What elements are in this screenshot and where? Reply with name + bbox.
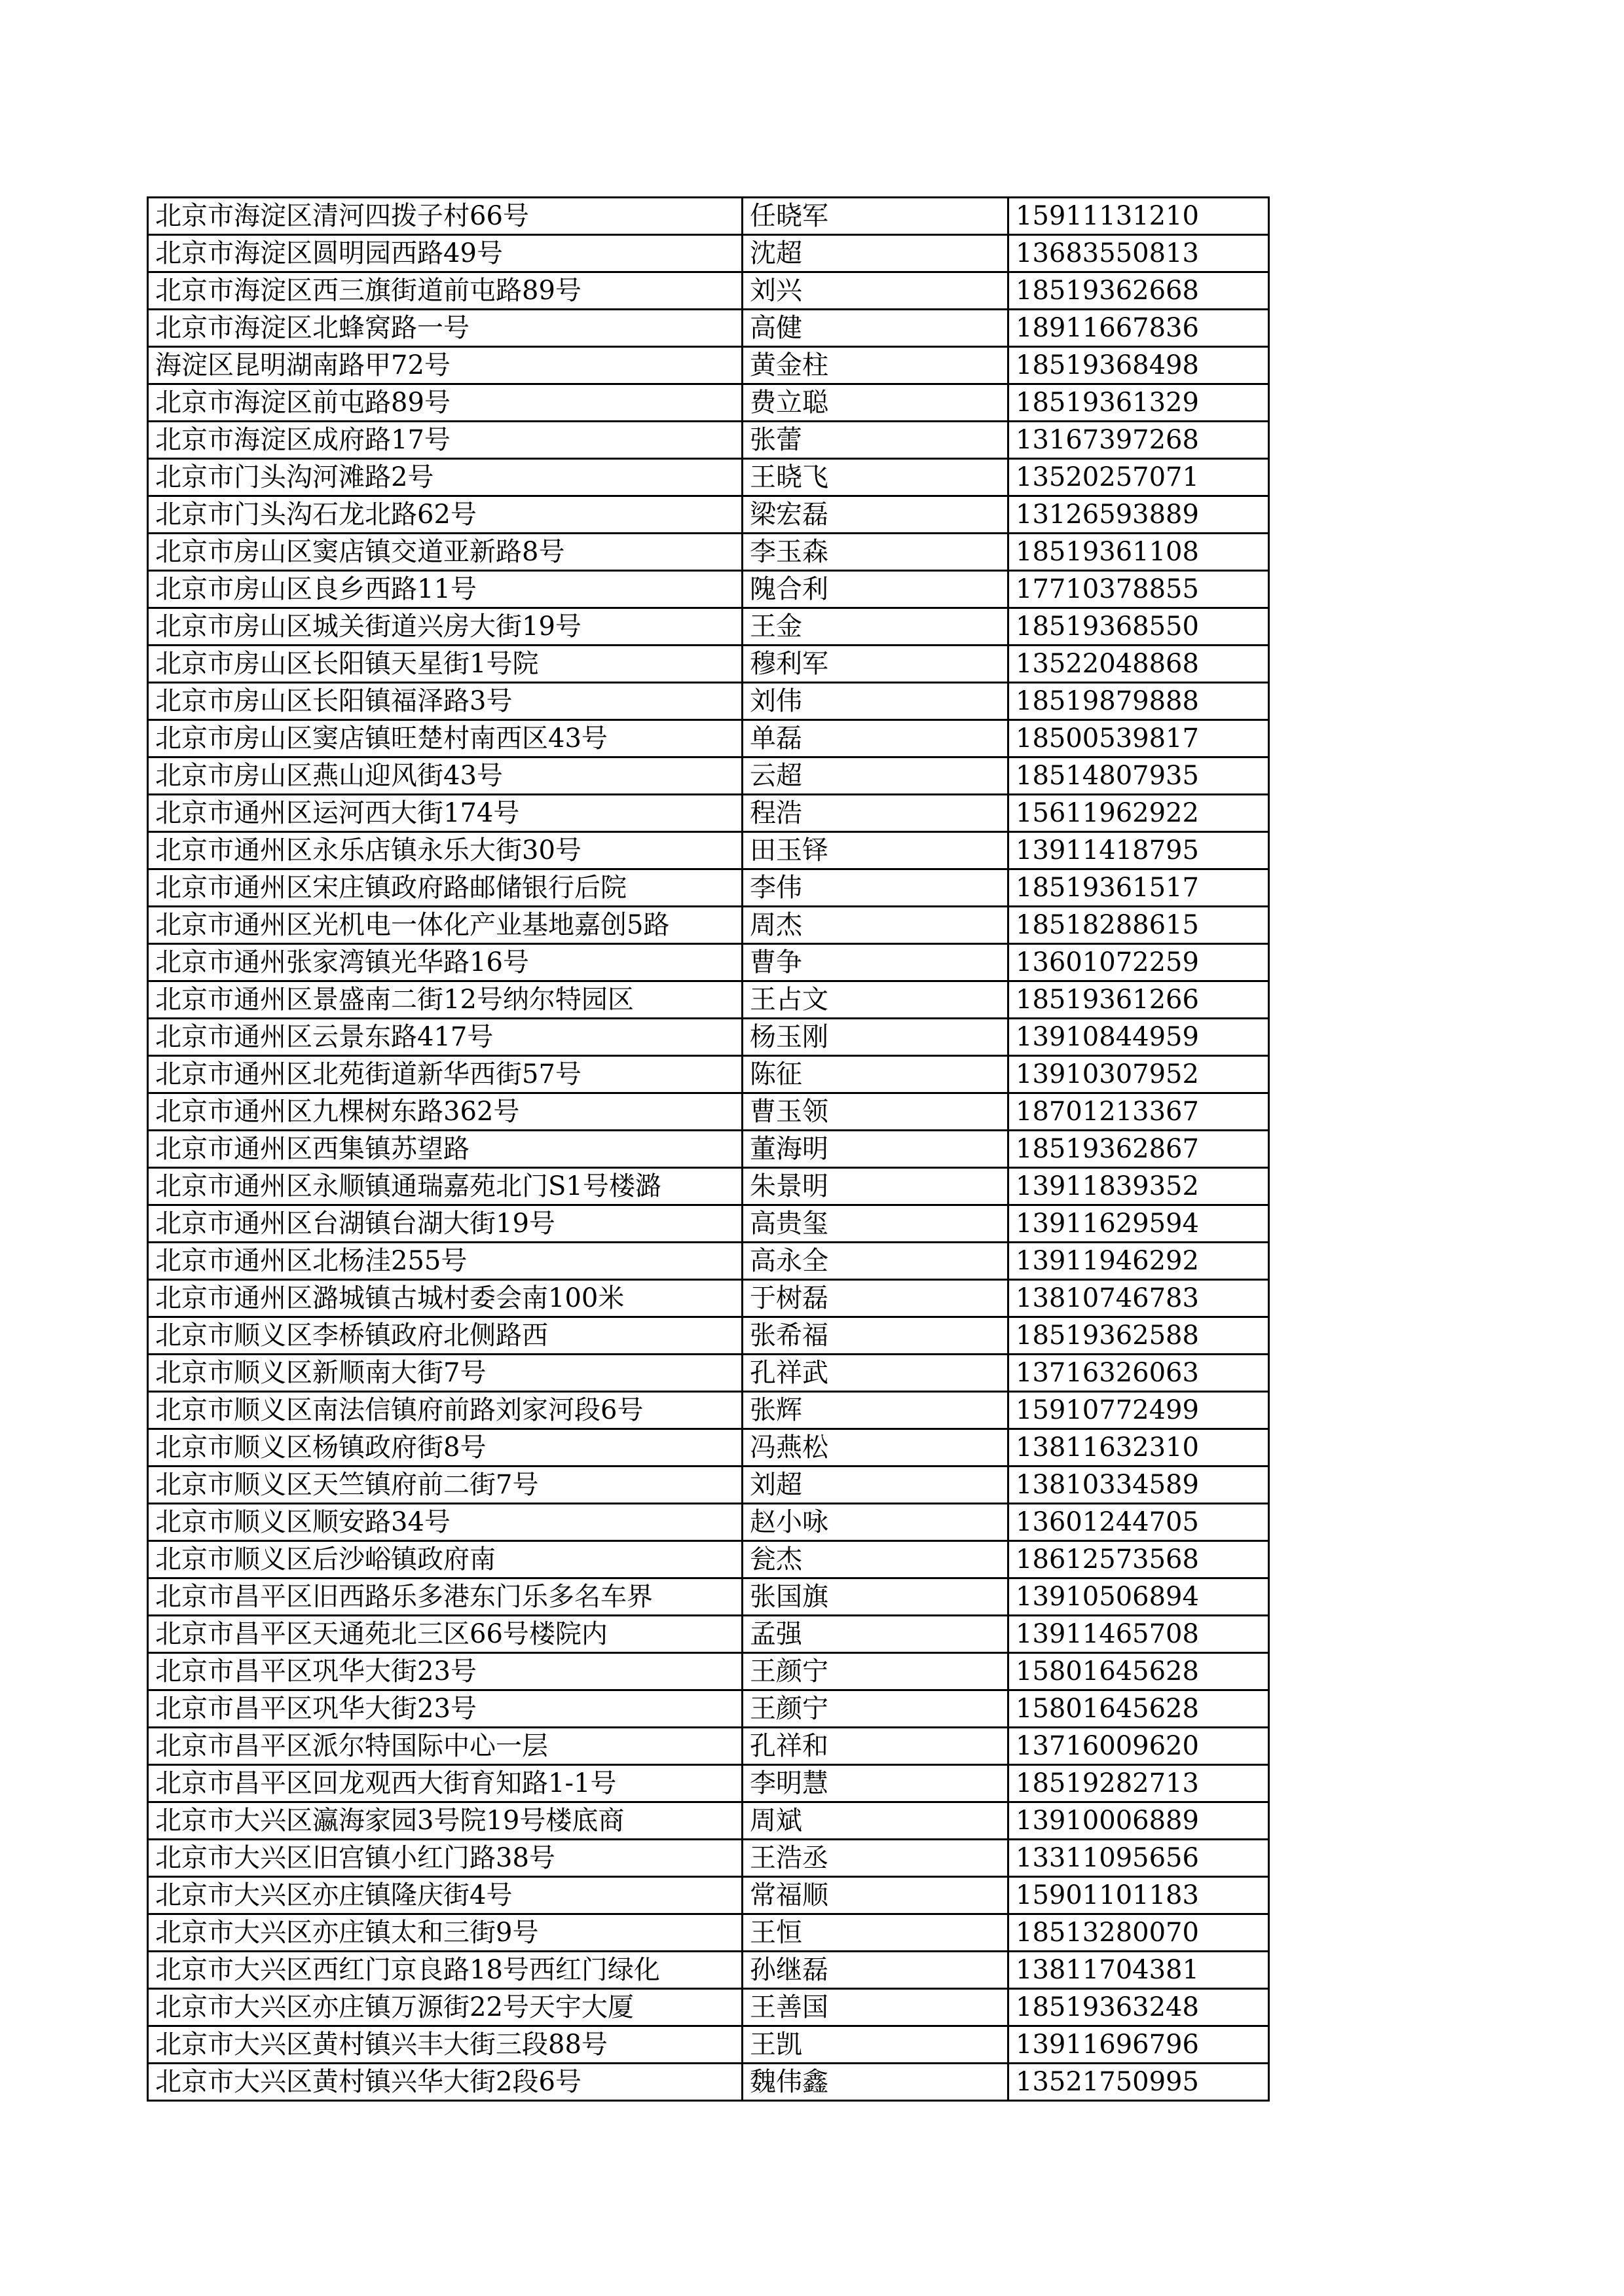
address-cell[interactable]: 北京市大兴区西红门京良路18号西红门绿化 <box>148 1952 743 1989</box>
contact-name-cell[interactable]: 魏伟鑫 <box>743 2064 1008 2101</box>
table-row <box>148 1243 1269 1280</box>
contact-name-cell[interactable]: 王善国 <box>743 1989 1008 2026</box>
address-cell[interactable]: 北京市通州区宋庄镇政府路邮储银行后院 <box>148 869 743 907</box>
phone-cell[interactable]: 18519282713 <box>1008 1765 1269 1802</box>
phone-cell[interactable]: 13911629594 <box>1008 1205 1269 1243</box>
table-row <box>148 944 1269 981</box>
address-cell[interactable]: 北京市通州区北苑街道新华西街57号 <box>148 1056 743 1093</box>
contact-name-cell[interactable]: 周杰 <box>743 907 1008 944</box>
address-cell[interactable]: 北京市昌平区派尔特国际中心一层 <box>148 1728 743 1765</box>
contact-name-cell[interactable]: 王占文 <box>743 981 1008 1019</box>
table-row <box>148 1914 1269 1952</box>
address-cell[interactable]: 北京市顺义区顺安路34号 <box>148 1504 743 1541</box>
contact-name-cell[interactable]: 沈超 <box>743 235 1008 272</box>
phone-cell[interactable]: 13683550813 <box>1008 235 1269 272</box>
table-row <box>148 1205 1269 1243</box>
phone-cell[interactable]: 15901101183 <box>1008 1877 1269 1914</box>
phone-cell[interactable]: 18701213367 <box>1008 1093 1269 1131</box>
phone-cell[interactable]: 18513280070 <box>1008 1914 1269 1952</box>
table-row <box>148 795 1269 832</box>
table-row <box>148 1429 1269 1467</box>
address-cell[interactable]: 北京市海淀区西三旗街道前屯路89号 <box>148 272 743 310</box>
phone-cell[interactable]: 18519362668 <box>1008 272 1269 310</box>
contact-name-cell[interactable]: 刘超 <box>743 1467 1008 1504</box>
address-cell[interactable]: 北京市通州区九棵树东路362号 <box>148 1093 743 1131</box>
phone-cell[interactable]: 18519361517 <box>1008 869 1269 907</box>
table-row <box>148 1355 1269 1392</box>
contact-name-cell[interactable]: 王金 <box>743 608 1008 646</box>
table-row <box>148 459 1269 496</box>
contact-name-cell[interactable]: 王浩丞 <box>743 1840 1008 1877</box>
contact-name-cell[interactable]: 隗合利 <box>743 571 1008 608</box>
table-row <box>148 534 1269 571</box>
address-cell[interactable]: 北京市房山区长阳镇福泽路3号 <box>148 683 743 720</box>
contact-name-cell[interactable]: 张国旗 <box>743 1578 1008 1616</box>
address-cell[interactable]: 北京市通州区北杨洼255号 <box>148 1243 743 1280</box>
contact-name-cell[interactable]: 黄金柱 <box>743 347 1008 384</box>
contact-name-cell[interactable]: 曹玉领 <box>743 1093 1008 1131</box>
address-cell[interactable]: 北京市大兴区黄村镇兴华大街2段6号 <box>148 2064 743 2101</box>
contact-name-cell[interactable]: 任晓军 <box>743 198 1008 235</box>
phone-cell[interactable]: 17710378855 <box>1008 571 1269 608</box>
phone-cell[interactable]: 13521750995 <box>1008 2064 1269 2101</box>
table-row <box>148 608 1269 646</box>
spreadsheet-sheet <box>147 196 1268 2102</box>
phone-cell[interactable]: 13810746783 <box>1008 1280 1269 1317</box>
phone-cell[interactable]: 18519361266 <box>1008 981 1269 1019</box>
phone-cell[interactable]: 15801645628 <box>1008 1690 1269 1728</box>
table-row <box>148 1578 1269 1616</box>
table-row <box>148 496 1269 534</box>
table-row <box>148 869 1269 907</box>
contact-name-cell[interactable]: 梁宏磊 <box>743 496 1008 534</box>
contact-name-cell[interactable]: 董海明 <box>743 1131 1008 1168</box>
address-cell[interactable]: 北京市顺义区南法信镇府前路刘家河段6号 <box>148 1392 743 1429</box>
phone-cell[interactable]: 18519368498 <box>1008 347 1269 384</box>
address-cell[interactable]: 北京市房山区窦店镇旺楚村南西区43号 <box>148 720 743 757</box>
address-cell[interactable]: 北京市房山区窦店镇交道亚新路8号 <box>148 534 743 571</box>
phone-cell[interactable]: 13810334589 <box>1008 1467 1269 1504</box>
contact-name-cell[interactable]: 李玉森 <box>743 534 1008 571</box>
contact-name-cell[interactable]: 云超 <box>743 757 1008 795</box>
phone-cell[interactable]: 18519879888 <box>1008 683 1269 720</box>
phone-cell[interactable]: 18519362588 <box>1008 1317 1269 1355</box>
contact-name-cell[interactable]: 张辉 <box>743 1392 1008 1429</box>
contact-name-cell[interactable]: 高永全 <box>743 1243 1008 1280</box>
phone-cell[interactable]: 13601072259 <box>1008 944 1269 981</box>
contact-name-cell[interactable]: 常福顺 <box>743 1877 1008 1914</box>
address-cell[interactable]: 北京市房山区燕山迎风街43号 <box>148 757 743 795</box>
address-cell[interactable]: 北京市大兴区黄村镇兴丰大街三段88号 <box>148 2026 743 2064</box>
table-row <box>148 198 1269 235</box>
phone-cell[interactable]: 18911667836 <box>1008 310 1269 347</box>
contact-name-cell[interactable]: 于树磊 <box>743 1280 1008 1317</box>
phone-cell[interactable]: 13911696796 <box>1008 2026 1269 2064</box>
contact-name-cell[interactable]: 孙继磊 <box>743 1952 1008 1989</box>
address-cell[interactable]: 北京市昌平区回龙观西大街育知路1-1号 <box>148 1765 743 1802</box>
contact-name-cell[interactable]: 瓮杰 <box>743 1541 1008 1578</box>
contact-name-cell[interactable]: 张希福 <box>743 1317 1008 1355</box>
phone-cell[interactable]: 13910844959 <box>1008 1019 1269 1056</box>
contact-name-cell[interactable]: 王颜宁 <box>743 1690 1008 1728</box>
table-row <box>148 1317 1269 1355</box>
table-row <box>148 1765 1269 1802</box>
phone-cell[interactable]: 13811632310 <box>1008 1429 1269 1467</box>
contact-name-cell[interactable]: 周斌 <box>743 1802 1008 1840</box>
table-row <box>148 907 1269 944</box>
table-row <box>148 1131 1269 1168</box>
address-cell[interactable]: 北京市顺义区天竺镇府前二街7号 <box>148 1467 743 1504</box>
table-row <box>148 1056 1269 1093</box>
contact-table-body <box>148 198 1269 2101</box>
table-row <box>148 1467 1269 1504</box>
phone-cell[interactable]: 15910772499 <box>1008 1392 1269 1429</box>
table-row <box>148 571 1269 608</box>
phone-cell[interactable]: 13311095656 <box>1008 1840 1269 1877</box>
contact-name-cell[interactable]: 穆利军 <box>743 646 1008 683</box>
phone-cell[interactable]: 18518288615 <box>1008 907 1269 944</box>
contact-name-cell[interactable]: 费立聪 <box>743 384 1008 422</box>
phone-cell[interactable]: 18519363248 <box>1008 1989 1269 2026</box>
phone-cell[interactable]: 13911465708 <box>1008 1616 1269 1653</box>
address-cell[interactable]: 北京市房山区良乡西路11号 <box>148 571 743 608</box>
address-cell[interactable]: 北京市顺义区杨镇政府街8号 <box>148 1429 743 1467</box>
address-cell[interactable]: 海淀区昆明湖南路甲72号 <box>148 347 743 384</box>
contact-name-cell[interactable]: 高贵玺 <box>743 1205 1008 1243</box>
table-row <box>148 310 1269 347</box>
phone-cell[interactable]: 13716326063 <box>1008 1355 1269 1392</box>
contact-name-cell[interactable]: 刘兴 <box>743 272 1008 310</box>
contact-name-cell[interactable]: 田玉铎 <box>743 832 1008 869</box>
table-row <box>148 1952 1269 1989</box>
table-row <box>148 1802 1269 1840</box>
table-row <box>148 646 1269 683</box>
address-cell[interactable]: 北京市通州区云景东路417号 <box>148 1019 743 1056</box>
contact-name-cell[interactable]: 陈征 <box>743 1056 1008 1093</box>
contact-name-cell[interactable]: 王晓飞 <box>743 459 1008 496</box>
address-cell[interactable]: 北京市通州区潞城镇古城村委会南100米 <box>148 1280 743 1317</box>
address-cell[interactable]: 北京市海淀区圆明园西路49号 <box>148 235 743 272</box>
address-cell[interactable]: 北京市大兴区亦庄镇万源街22号天宇大厦 <box>148 1989 743 2026</box>
contact-name-cell[interactable]: 单磊 <box>743 720 1008 757</box>
table-row <box>148 1541 1269 1578</box>
address-cell[interactable]: 北京市通州区台湖镇台湖大街19号 <box>148 1205 743 1243</box>
phone-cell[interactable]: 13911946292 <box>1008 1243 1269 1280</box>
table-row <box>148 422 1269 459</box>
table-row <box>148 1728 1269 1765</box>
address-cell[interactable]: 北京市门头沟石龙北路62号 <box>148 496 743 534</box>
phone-cell[interactable]: 13601244705 <box>1008 1504 1269 1541</box>
address-cell[interactable]: 北京市通州区运河西大街174号 <box>148 795 743 832</box>
address-cell[interactable]: 北京市大兴区亦庄镇太和三街9号 <box>148 1914 743 1952</box>
address-cell[interactable]: 北京市昌平区巩华大街23号 <box>148 1653 743 1690</box>
table-row <box>148 832 1269 869</box>
address-cell[interactable]: 北京市通州区景盛南二街12号纳尔特园区 <box>148 981 743 1019</box>
phone-cell[interactable]: 13911418795 <box>1008 832 1269 869</box>
table-row <box>148 1019 1269 1056</box>
phone-cell[interactable]: 18519361329 <box>1008 384 1269 422</box>
table-row <box>148 2026 1269 2064</box>
contact-name-cell[interactable]: 孔祥武 <box>743 1355 1008 1392</box>
address-cell[interactable]: 北京市昌平区旧西路乐多港东门乐多名车界 <box>148 1578 743 1616</box>
table-row <box>148 1504 1269 1541</box>
address-cell[interactable]: 北京市昌平区天通苑北三区66号楼院内 <box>148 1616 743 1653</box>
phone-cell[interactable]: 15611962922 <box>1008 795 1269 832</box>
address-cell[interactable]: 北京市通州区光机电一体化产业基地嘉创5路 <box>148 907 743 944</box>
contact-name-cell[interactable]: 冯燕松 <box>743 1429 1008 1467</box>
phone-cell[interactable]: 18519368550 <box>1008 608 1269 646</box>
table-row <box>148 347 1269 384</box>
table-row <box>148 1690 1269 1728</box>
phone-cell[interactable]: 13167397268 <box>1008 422 1269 459</box>
table-row <box>148 1280 1269 1317</box>
address-cell[interactable]: 北京市通州区永顺镇通瑞嘉苑北门S1号楼潞 <box>148 1168 743 1205</box>
phone-cell[interactable]: 13811704381 <box>1008 1952 1269 1989</box>
table-row <box>148 235 1269 272</box>
address-cell[interactable]: 北京市通州张家湾镇光华路16号 <box>148 944 743 981</box>
phone-cell[interactable]: 15911131210 <box>1008 198 1269 235</box>
table-row <box>148 1168 1269 1205</box>
table-row <box>148 981 1269 1019</box>
contact-name-cell[interactable]: 李明慧 <box>743 1765 1008 1802</box>
address-cell[interactable]: 北京市顺义区新顺南大街7号 <box>148 1355 743 1392</box>
address-cell[interactable]: 北京市门头沟河滩路2号 <box>148 459 743 496</box>
contact-name-cell[interactable]: 高健 <box>743 310 1008 347</box>
phone-cell[interactable]: 18500539817 <box>1008 720 1269 757</box>
address-cell[interactable]: 北京市大兴区旧宫镇小红门路38号 <box>148 1840 743 1877</box>
table-row <box>148 720 1269 757</box>
phone-cell[interactable]: 18519362867 <box>1008 1131 1269 1168</box>
table-row <box>148 683 1269 720</box>
phone-cell[interactable]: 13911839352 <box>1008 1168 1269 1205</box>
phone-cell[interactable]: 18612573568 <box>1008 1541 1269 1578</box>
phone-cell[interactable]: 13522048868 <box>1008 646 1269 683</box>
table-row <box>148 1616 1269 1653</box>
phone-cell[interactable]: 13910307952 <box>1008 1056 1269 1093</box>
phone-cell[interactable]: 18519361108 <box>1008 534 1269 571</box>
contact-name-cell[interactable]: 张蕾 <box>743 422 1008 459</box>
contact-name-cell[interactable]: 曹争 <box>743 944 1008 981</box>
phone-cell[interactable]: 15801645628 <box>1008 1653 1269 1690</box>
phone-cell[interactable]: 18514807935 <box>1008 757 1269 795</box>
contact-name-cell[interactable]: 赵小咏 <box>743 1504 1008 1541</box>
address-cell[interactable]: 北京市海淀区清河四拨子村66号 <box>148 198 743 235</box>
contact-name-cell[interactable]: 李伟 <box>743 869 1008 907</box>
phone-cell[interactable]: 13520257071 <box>1008 459 1269 496</box>
phone-cell[interactable]: 13910506894 <box>1008 1578 1269 1616</box>
address-cell[interactable]: 北京市海淀区北蜂窝路一号 <box>148 310 743 347</box>
address-cell[interactable]: 北京市顺义区后沙峪镇政府南 <box>148 1541 743 1578</box>
contact-table <box>147 196 1270 2102</box>
table-row <box>148 1653 1269 1690</box>
address-cell[interactable]: 北京市通州区西集镇苏望路 <box>148 1131 743 1168</box>
table-row <box>148 1877 1269 1914</box>
contact-name-cell[interactable]: 朱景明 <box>743 1168 1008 1205</box>
address-cell[interactable]: 北京市通州区永乐店镇永乐大街30号 <box>148 832 743 869</box>
contact-name-cell[interactable]: 王恒 <box>743 1914 1008 1952</box>
address-cell[interactable]: 北京市昌平区巩华大街23号 <box>148 1690 743 1728</box>
address-cell[interactable]: 北京市海淀区前屯路89号 <box>148 384 743 422</box>
table-row <box>148 384 1269 422</box>
address-cell[interactable]: 北京市大兴区亦庄镇隆庆街4号 <box>148 1877 743 1914</box>
phone-cell[interactable]: 13910006889 <box>1008 1802 1269 1840</box>
table-row <box>148 2064 1269 2101</box>
contact-name-cell[interactable]: 王凯 <box>743 2026 1008 2064</box>
address-cell[interactable]: 北京市海淀区成府路17号 <box>148 422 743 459</box>
phone-cell[interactable]: 13126593889 <box>1008 496 1269 534</box>
table-row <box>148 272 1269 310</box>
contact-name-cell[interactable]: 王颜宁 <box>743 1653 1008 1690</box>
table-row <box>148 1392 1269 1429</box>
table-row <box>148 1840 1269 1877</box>
contact-name-cell[interactable]: 刘伟 <box>743 683 1008 720</box>
table-row <box>148 757 1269 795</box>
address-cell[interactable]: 北京市大兴区瀛海家园3号院19号楼底商 <box>148 1802 743 1840</box>
address-cell[interactable]: 北京市房山区城关街道兴房大街19号 <box>148 608 743 646</box>
table-row <box>148 1093 1269 1131</box>
contact-name-cell[interactable]: 杨玉刚 <box>743 1019 1008 1056</box>
contact-name-cell[interactable]: 程浩 <box>743 795 1008 832</box>
phone-cell[interactable]: 13716009620 <box>1008 1728 1269 1765</box>
contact-name-cell[interactable]: 孟强 <box>743 1616 1008 1653</box>
address-cell[interactable]: 北京市房山区长阳镇天星街1号院 <box>148 646 743 683</box>
address-cell[interactable]: 北京市顺义区李桥镇政府北侧路西 <box>148 1317 743 1355</box>
table-row <box>148 1989 1269 2026</box>
contact-name-cell[interactable]: 孔祥和 <box>743 1728 1008 1765</box>
